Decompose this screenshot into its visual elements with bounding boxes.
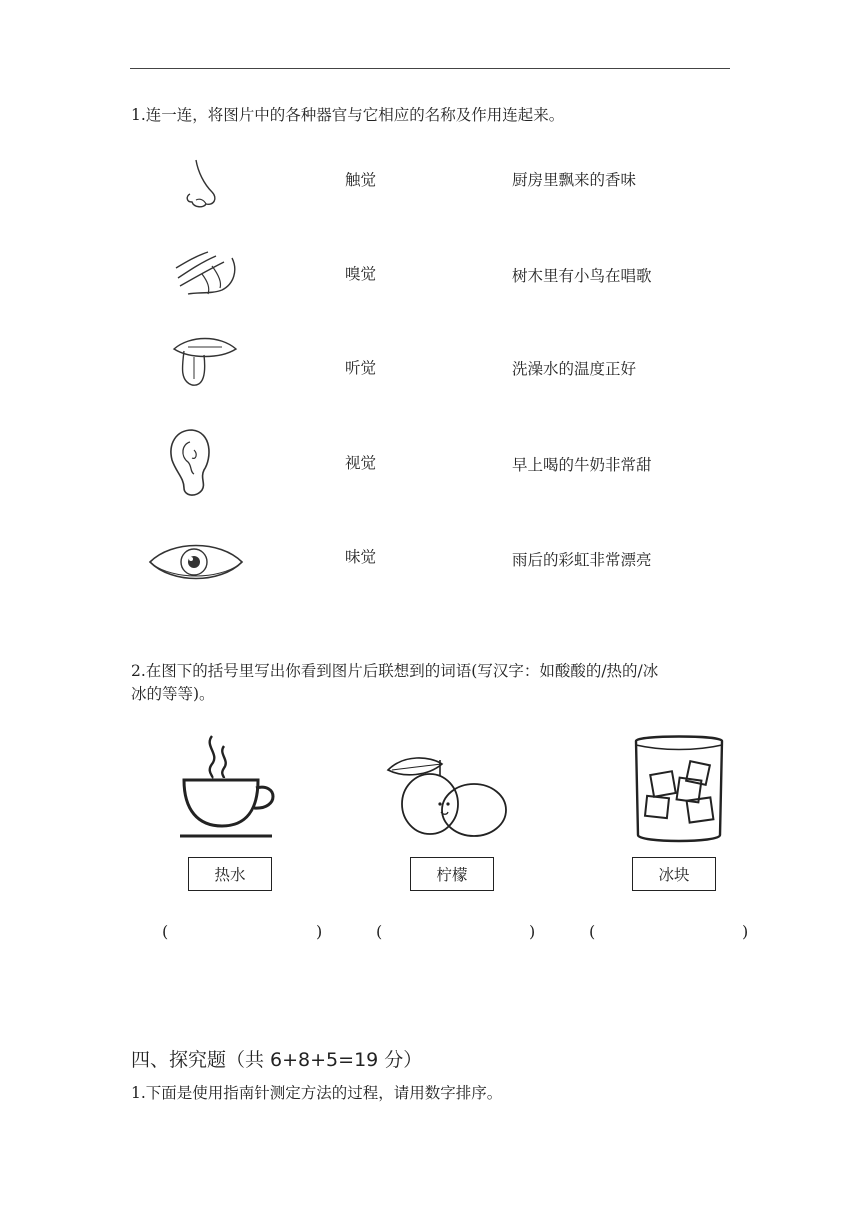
label-box-ice: 冰块 bbox=[632, 857, 716, 891]
answer-paren-open-3: ( bbox=[589, 922, 596, 941]
answer-paren-close-1: ) bbox=[316, 922, 323, 941]
effect-text-2: 树木里有小鸟在唱歌 bbox=[512, 267, 652, 285]
answer-paren-open-2: ( bbox=[376, 922, 383, 941]
nose-icon bbox=[182, 158, 222, 210]
sense-label-touch: 触觉 bbox=[345, 171, 377, 189]
effect-text-3: 洗澡水的温度正好 bbox=[512, 360, 637, 378]
question-1-text: 1.连一连，将图片中的各种器官与它相应的名称及作用连起来。 bbox=[131, 106, 565, 124]
label-box-hot-water: 热水 bbox=[188, 857, 272, 891]
sense-label-hearing: 听觉 bbox=[345, 359, 377, 377]
lemon-icon bbox=[384, 750, 510, 840]
eye-icon bbox=[148, 542, 244, 582]
ear-icon bbox=[166, 428, 216, 498]
sense-label-sight: 视觉 bbox=[345, 454, 377, 472]
effect-text-1: 厨房里飘来的香味 bbox=[512, 171, 637, 189]
effect-text-5: 雨后的彩虹非常漂亮 bbox=[512, 551, 652, 569]
answer-paren-close-3: ) bbox=[742, 922, 749, 941]
tongue-icon bbox=[170, 333, 240, 389]
answer-paren-open-1: ( bbox=[162, 922, 169, 941]
ice-glass-icon bbox=[632, 735, 726, 843]
section-4-title: 四、探究题（共 6+8+5=19 分） bbox=[131, 1049, 423, 1071]
answer-paren-close-2: ) bbox=[529, 922, 536, 941]
question-2-text-line2: 冰的等等)。 bbox=[131, 685, 215, 703]
hand-icon bbox=[172, 248, 240, 298]
effect-text-4: 早上喝的牛奶非常甜 bbox=[512, 456, 652, 474]
section-4-question-1-text: 1.下面是使用指南针测定方法的过程，请用数字排序。 bbox=[131, 1084, 503, 1102]
label-box-lemon: 柠檬 bbox=[410, 857, 494, 891]
question-2-text-line1: 2.在图下的括号里写出你看到图片后联想到的词语(写汉字：如酸酸的/热的/冰 bbox=[131, 662, 659, 680]
hot-cup-icon bbox=[176, 732, 280, 842]
sense-label-smell: 嗅觉 bbox=[345, 265, 377, 283]
sense-label-taste: 味觉 bbox=[345, 548, 377, 566]
top-rule bbox=[130, 68, 730, 69]
